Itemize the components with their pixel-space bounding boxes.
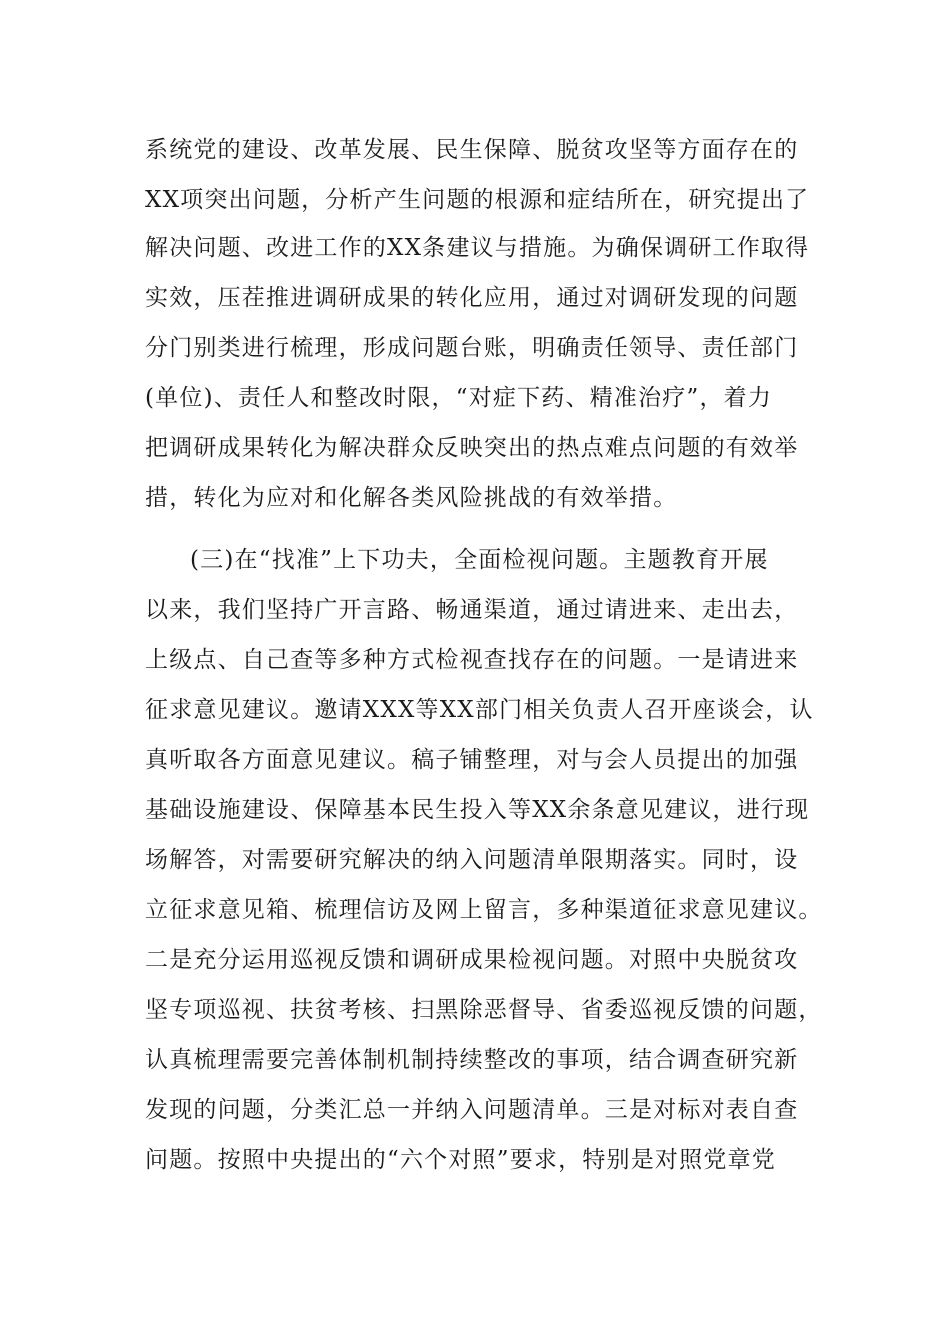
- text-line: 把调研成果转化为解决群众反映突出的热点难点问题的有效举: [145, 435, 799, 461]
- text-line: 坚专项巡视、扶贫考核、扫黑除恶督导、省委巡视反馈的问题，: [145, 997, 823, 1023]
- text-line: 场解答，对需要研究解决的纳入问题清单限期落实。同时，设: [145, 847, 799, 873]
- text-line: 系统党的建设、改革发展、民生保障、脱贫攻坚等方面存在的: [145, 137, 799, 163]
- text-line: 二是充分运用巡视反馈和调研成果检视问题。对照中央脱贫攻: [145, 947, 799, 973]
- text-line: (三)在“找准”上下功夫，全面检视问题。主题教育开展: [190, 547, 769, 573]
- text-line: 以来，我们坚持广开言路、畅通渠道，通过请进来、走出去，: [145, 597, 799, 623]
- text-line: 真听取各方面意见建议。稿子铺整理，对与会人员提出的加强: [145, 747, 799, 773]
- text-line: 解决问题、改进工作的XX条建议与措施。为确保调研工作取得: [145, 235, 810, 261]
- text-line: 立征求意见箱、梳理信访及网上留言，多种渠道征求意见建议。: [145, 897, 823, 923]
- text-line: 上级点、自己查等多种方式检视查找存在的问题。一是请进来: [145, 647, 799, 673]
- text-line: 实效，压茬推进调研成果的转化应用，通过对调研发现的问题: [145, 285, 799, 311]
- text-line: (单位)、责任人和整改时限，“对症下药、精准治疗”，着力: [145, 385, 773, 411]
- text-line: 发现的问题，分类汇总一并纳入问题清单。三是对标对表自查: [145, 1097, 799, 1123]
- text-line: 征求意见建议。邀请XXX等XX部门相关负责人召开座谈会，认: [145, 697, 814, 723]
- text-line: 分门别类进行梳理，形成问题台账，明确责任领导、责任部门: [145, 335, 799, 361]
- text-line: 基础设施建设、保障基本民生投入等XX余条意见建议，进行现: [145, 797, 810, 823]
- text-line: 问题。按照中央提出的“六个对照”要求，特别是对照党章党: [145, 1147, 776, 1173]
- text-line: 认真梳理需要完善体制机制持续整改的事项，结合调查研究新: [145, 1047, 799, 1073]
- text-line: 措，转化为应对和化解各类风险挑战的有效举措。: [145, 485, 678, 511]
- text-line: XX项突出问题，分析产生问题的根源和症结所在，研究提出了: [145, 187, 810, 213]
